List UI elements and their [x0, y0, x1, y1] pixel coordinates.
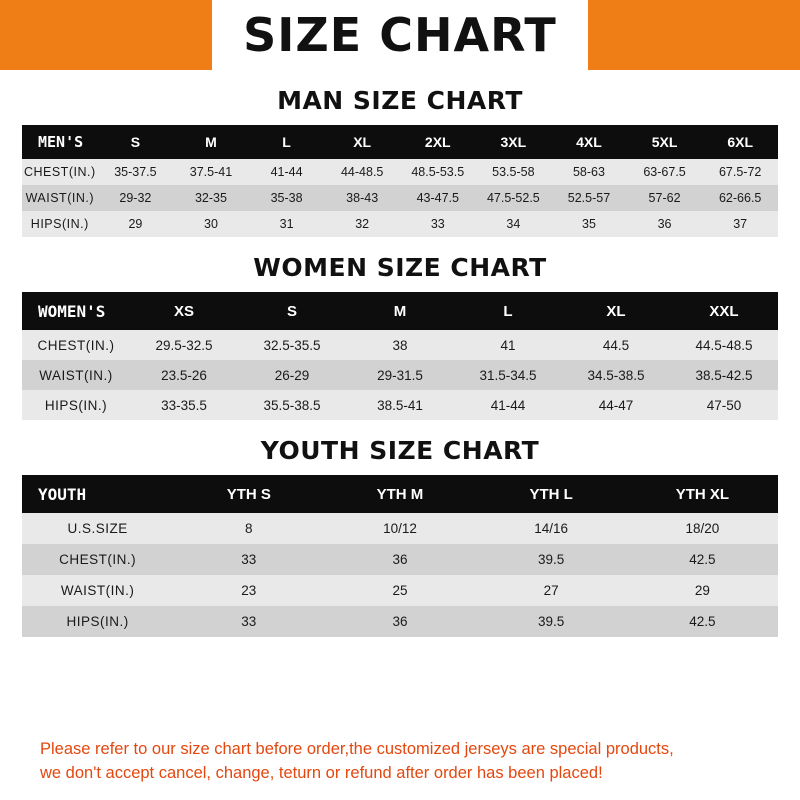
men-hips-6: 35 [551, 211, 627, 237]
youth-hips-1: 36 [324, 606, 475, 637]
women-col-1: S [238, 292, 346, 330]
youth-row-label-chest: CHEST(IN.) [22, 544, 173, 575]
youth-chest-1: 36 [324, 544, 475, 575]
men-col-3: XL [324, 125, 400, 159]
women-waist-2: 29-31.5 [346, 360, 454, 390]
men-waist-0: 29-32 [98, 185, 174, 211]
women-hips-0: 33-35.5 [130, 390, 238, 420]
men-chest-3: 44-48.5 [324, 159, 400, 185]
women-row-label-hips: HIPS(IN.) [22, 390, 130, 420]
table-row [22, 513, 778, 544]
men-row-label-chest: CHEST(IN.) [22, 159, 98, 185]
youth-chest-3: 42.5 [627, 544, 778, 575]
table-row [22, 575, 778, 606]
youth-chest-0: 33 [173, 544, 324, 575]
men-waist-5: 47.5-52.5 [476, 185, 552, 211]
youth-row-label-ussize: U.S.SIZE [22, 513, 173, 544]
youth-waist-3: 29 [627, 575, 778, 606]
women-waist-0: 23.5-26 [130, 360, 238, 390]
table-row [22, 390, 778, 420]
footer-note-line1: Please refer to our size chart before order,the customized jerseys are special products, [40, 740, 674, 759]
table-row [22, 211, 778, 237]
men-hips-0: 29 [98, 211, 174, 237]
men-hips-7: 36 [627, 211, 703, 237]
page-title: SIZE CHART [243, 8, 557, 62]
youth-waist-1: 25 [324, 575, 475, 606]
women-head-label: WOMEN'S [22, 292, 130, 330]
table-row [22, 360, 778, 390]
women-chest-5: 44.5-48.5 [670, 330, 778, 360]
men-chest-8: 67.5-72 [702, 159, 778, 185]
men-waist-7: 57-62 [627, 185, 703, 211]
women-waist-1: 26-29 [238, 360, 346, 390]
women-col-2: M [346, 292, 454, 330]
table-row [22, 330, 778, 360]
chart-content [0, 70, 800, 800]
table-row [22, 544, 778, 575]
women-table-head [22, 292, 778, 330]
women-hips-3: 41-44 [454, 390, 562, 420]
women-waist-4: 34.5-38.5 [562, 360, 670, 390]
youth-head-label: YOUTH [22, 475, 173, 513]
youth-row-label-hips: HIPS(IN.) [22, 606, 173, 637]
table-row [22, 185, 778, 211]
section-title-man: MAN SIZE CHART [277, 86, 523, 115]
women-table-body [22, 330, 778, 420]
youth-ussize-3: 18/20 [627, 513, 778, 544]
women-hips-2: 38.5-41 [346, 390, 454, 420]
men-chest-4: 48.5-53.5 [400, 159, 476, 185]
women-waist-5: 38.5-42.5 [670, 360, 778, 390]
men-col-1: M [173, 125, 249, 159]
table-header-row [22, 475, 778, 513]
men-col-6: 4XL [551, 125, 627, 159]
youth-ussize-2: 14/16 [476, 513, 627, 544]
youth-waist-0: 23 [173, 575, 324, 606]
men-row-label-waist: WAIST(IN.) [22, 185, 98, 211]
women-size-table [22, 292, 778, 420]
men-col-5: 3XL [476, 125, 552, 159]
youth-size-table [22, 475, 778, 637]
men-waist-4: 43-47.5 [400, 185, 476, 211]
men-chest-5: 53.5-58 [476, 159, 552, 185]
women-col-4: XL [562, 292, 670, 330]
women-col-3: L [454, 292, 562, 330]
youth-col-2: YTH L [476, 475, 627, 513]
youth-col-0: YTH S [173, 475, 324, 513]
youth-col-1: YTH M [324, 475, 475, 513]
men-col-4: 2XL [400, 125, 476, 159]
women-waist-3: 31.5-34.5 [454, 360, 562, 390]
men-hips-4: 33 [400, 211, 476, 237]
footer-note [22, 726, 778, 800]
men-table-head [22, 125, 778, 159]
banner-accent-left [0, 0, 212, 70]
women-hips-5: 47-50 [670, 390, 778, 420]
youth-table-head [22, 475, 778, 513]
men-col-0: S [98, 125, 174, 159]
table-row [22, 159, 778, 185]
youth-chest-2: 39.5 [476, 544, 627, 575]
women-chest-0: 29.5-32.5 [130, 330, 238, 360]
women-chest-3: 41 [454, 330, 562, 360]
men-waist-3: 38-43 [324, 185, 400, 211]
women-chest-1: 32.5-35.5 [238, 330, 346, 360]
men-waist-8: 62-66.5 [702, 185, 778, 211]
men-head-label: MEN'S [22, 125, 98, 159]
women-chest-4: 44.5 [562, 330, 670, 360]
youth-col-3: YTH XL [627, 475, 778, 513]
men-waist-2: 35-38 [249, 185, 325, 211]
women-col-5: XXL [670, 292, 778, 330]
men-size-table [22, 125, 778, 237]
youth-ussize-0: 8 [173, 513, 324, 544]
table-header-row [22, 292, 778, 330]
men-col-7: 5XL [627, 125, 703, 159]
youth-hips-3: 42.5 [627, 606, 778, 637]
men-chest-2: 41-44 [249, 159, 325, 185]
women-row-label-waist: WAIST(IN.) [22, 360, 130, 390]
women-hips-4: 44-47 [562, 390, 670, 420]
header-banner [0, 0, 800, 70]
men-hips-2: 31 [249, 211, 325, 237]
youth-ussize-1: 10/12 [324, 513, 475, 544]
footer-note-line2: we don't accept cancel, change, teturn or refund after order has been placed! [40, 764, 603, 783]
men-hips-8: 37 [702, 211, 778, 237]
men-hips-5: 34 [476, 211, 552, 237]
men-hips-3: 32 [324, 211, 400, 237]
women-chest-2: 38 [346, 330, 454, 360]
men-col-8: 6XL [702, 125, 778, 159]
section-title-youth: YOUTH SIZE CHART [260, 436, 540, 465]
women-col-0: XS [130, 292, 238, 330]
men-row-label-hips: HIPS(IN.) [22, 211, 98, 237]
men-waist-6: 52.5-57 [551, 185, 627, 211]
section-title-women: WOMEN SIZE CHART [253, 253, 547, 282]
men-chest-0: 35-37.5 [98, 159, 174, 185]
youth-hips-2: 39.5 [476, 606, 627, 637]
table-header-row [22, 125, 778, 159]
youth-table-body [22, 513, 778, 637]
men-hips-1: 30 [173, 211, 249, 237]
youth-row-label-waist: WAIST(IN.) [22, 575, 173, 606]
men-waist-1: 32-35 [173, 185, 249, 211]
men-chest-7: 63-67.5 [627, 159, 703, 185]
women-row-label-chest: CHEST(IN.) [22, 330, 130, 360]
men-chest-6: 58-63 [551, 159, 627, 185]
banner-accent-right [588, 0, 800, 70]
table-row [22, 606, 778, 637]
women-hips-1: 35.5-38.5 [238, 390, 346, 420]
men-chest-1: 37.5-41 [173, 159, 249, 185]
youth-waist-2: 27 [476, 575, 627, 606]
men-table-body [22, 159, 778, 237]
youth-hips-0: 33 [173, 606, 324, 637]
men-col-2: L [249, 125, 325, 159]
